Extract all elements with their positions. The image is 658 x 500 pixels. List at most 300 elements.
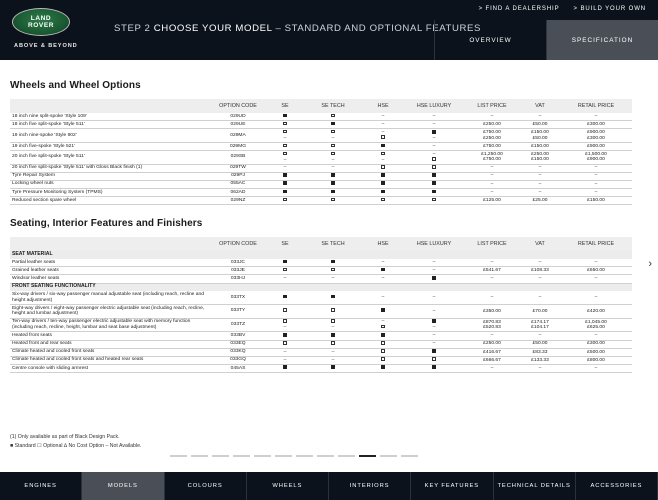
cell-line [266, 173, 304, 179]
standard-icon [331, 190, 335, 194]
not-available-text: – [432, 151, 436, 157]
not-available-text: – [381, 276, 385, 282]
cell-line [304, 198, 362, 204]
build-your-own-link[interactable]: > BUILD YOUR OWN [573, 6, 646, 12]
cell-line [362, 190, 404, 196]
vat-value: £83.33 [532, 349, 548, 355]
land-rover-logo[interactable] [12, 8, 70, 36]
cell-line [404, 165, 464, 171]
page-dot[interactable] [191, 455, 208, 457]
wheels-section-title: Wheels and Wheel Options [10, 80, 141, 91]
list-price-value: £416.67 [483, 349, 501, 355]
optional-icon [283, 144, 286, 147]
table-row [10, 121, 632, 129]
column-header: HSE [362, 99, 404, 113]
find-dealership-link[interactable]: > FIND A DEALERSHIP [478, 6, 560, 12]
table-row [10, 151, 632, 164]
retail-price [560, 180, 632, 188]
availability-cell [362, 259, 404, 267]
table-row [10, 291, 632, 304]
column-header: HSE LUXURY [404, 99, 464, 113]
not-available-text: – [432, 259, 436, 265]
symbol-legend: ■ Standard ☐ Optional ∆ No Cost Option – Not Available. [10, 443, 142, 449]
cell-line [304, 122, 362, 128]
standard-icon [331, 333, 335, 337]
cell-line [304, 333, 362, 339]
cell-line [266, 308, 304, 314]
table-row [10, 340, 632, 348]
standard-icon [432, 319, 436, 323]
cell-line [304, 365, 362, 371]
tab-specification[interactable]: SPECIFICATION [546, 20, 658, 60]
list-price [464, 113, 520, 121]
list-price-value: £750.00 [483, 143, 501, 149]
not-available-text: – [432, 308, 436, 314]
list-price [464, 340, 520, 348]
column-header: VAT [520, 99, 560, 113]
availability-cell [362, 121, 404, 129]
standard-icon [283, 173, 287, 177]
site-header [0, 0, 658, 60]
list-price [464, 318, 520, 332]
list-price-value: £250.00 [483, 122, 501, 128]
page-indicator [170, 455, 418, 457]
not-available-text: – [283, 276, 287, 282]
cell-line [404, 260, 464, 265]
vat-value: £108.33 [531, 268, 549, 274]
cell-line [404, 136, 464, 141]
standard-icon [381, 268, 385, 272]
availability-cell [404, 121, 464, 129]
cell-line [266, 260, 304, 266]
bottom-nav-models[interactable]: MODELS [82, 472, 164, 500]
vat [520, 291, 560, 304]
list-price [464, 197, 520, 205]
cell-line [266, 181, 304, 187]
availability-cell [362, 332, 404, 340]
retail-price-value: £300.00 [587, 341, 605, 347]
vat [520, 304, 560, 318]
retail-price [560, 129, 632, 143]
cell-line [266, 276, 304, 281]
optional-icon [432, 165, 435, 168]
cell-line [404, 365, 464, 371]
optional-icon [381, 349, 384, 352]
not-available-text: – [381, 294, 385, 300]
cell-line [304, 114, 362, 120]
vat-value: £104.17 [531, 325, 549, 331]
optional-icon [331, 319, 334, 322]
retail-price-value: – [594, 173, 598, 179]
cell-line [362, 165, 404, 171]
list-price-value: – [490, 259, 494, 265]
optional-icon [381, 325, 384, 328]
list-price-value: £541.67 [483, 268, 501, 274]
retail-price [560, 164, 632, 172]
cell-line [362, 268, 404, 274]
optional-icon [381, 152, 384, 155]
optional-icon [283, 122, 286, 125]
page-dot[interactable] [212, 455, 229, 457]
availability-cell [362, 129, 404, 143]
section-header-row [10, 251, 632, 259]
retail-price [560, 172, 632, 180]
spec-content [10, 80, 632, 373]
cell-line [304, 190, 362, 196]
feature-name: Reduced section spare wheel [10, 197, 210, 205]
vat [520, 164, 560, 172]
vat [520, 188, 560, 196]
vat [520, 318, 560, 332]
vat [520, 121, 560, 129]
optional-icon [432, 198, 435, 201]
option-code: 033JC [210, 259, 266, 267]
feature-name: Centre console with sliding armrest [10, 364, 210, 372]
not-available-text: – [331, 157, 335, 163]
not-available-text: – [432, 294, 436, 300]
standard-icon [432, 276, 436, 280]
vat [520, 172, 560, 180]
availability-cell [404, 275, 464, 283]
cell-line [362, 333, 404, 339]
option-code: 029UE [210, 121, 266, 129]
option-code: 029PJ [210, 172, 266, 180]
standard-icon [331, 173, 335, 177]
retail-price [560, 259, 632, 267]
column-header: HSE LUXURY [404, 237, 464, 251]
page-dot[interactable] [359, 455, 376, 457]
availability-cell [266, 291, 304, 304]
table-row [10, 164, 632, 172]
availability-cell [304, 318, 362, 332]
list-price-value: – [490, 294, 494, 300]
not-available-text: – [283, 135, 287, 141]
cell-line [362, 198, 404, 204]
availability-cell [404, 151, 464, 164]
optional-icon [381, 165, 384, 168]
optional-icon [331, 308, 334, 311]
availability-cell [404, 259, 464, 267]
table-row [10, 356, 632, 364]
list-price-value: – [490, 113, 494, 119]
footnote-black-design: (1) Only available as part of Black Design Pack. [10, 434, 120, 440]
retail-price [560, 356, 632, 364]
vat [520, 340, 560, 348]
availability-cell [362, 113, 404, 121]
not-available-text: – [432, 135, 436, 141]
not-available-text: – [283, 357, 287, 363]
list-price-value: £1,250.00 [481, 151, 503, 157]
vat [520, 356, 560, 364]
optional-icon [381, 357, 384, 360]
page-dot[interactable] [401, 455, 418, 457]
standard-icon [331, 365, 335, 369]
cell-line [266, 144, 304, 150]
table-row [10, 304, 632, 318]
availability-cell [362, 180, 404, 188]
not-available-text: – [331, 165, 335, 171]
cell-line [362, 349, 404, 355]
cell-line [404, 157, 464, 163]
optional-icon [283, 130, 286, 133]
availability-cell [266, 267, 304, 275]
cell-line [362, 260, 404, 265]
cell-line [304, 308, 362, 314]
bottom-nav-key-features[interactable]: KEY FEATURES [411, 472, 493, 500]
feature-name: Tyre Pressure Monitoring System (TPMS) [10, 188, 210, 196]
cell-line [404, 349, 464, 355]
cell-line [404, 190, 464, 196]
option-code: 029SB [210, 151, 266, 164]
cell-line [266, 165, 304, 170]
cell-line [404, 173, 464, 179]
retail-price-value: – [594, 259, 598, 265]
column-header: HSE [362, 237, 404, 251]
standard-icon [381, 190, 385, 194]
standard-icon [283, 333, 287, 337]
cell-line [404, 268, 464, 273]
cell-line [404, 341, 464, 346]
retail-price-value: £1,045.00 [585, 319, 607, 325]
cell-line [404, 122, 464, 127]
page-dot[interactable] [275, 455, 292, 457]
cell-line [404, 333, 464, 338]
standard-icon [381, 144, 385, 148]
vat-value: – [538, 181, 542, 187]
page-dot[interactable] [296, 455, 313, 457]
page-dot[interactable] [380, 455, 397, 457]
availability-cell [362, 151, 404, 164]
option-code: 055AC [210, 180, 266, 188]
not-available-text: – [381, 259, 385, 265]
table-row [10, 180, 632, 188]
retail-price-value: £1,500.00 [585, 151, 607, 157]
table-header-row [10, 99, 632, 113]
retail-price-value: – [594, 365, 598, 371]
availability-cell [404, 129, 464, 143]
not-available-text: – [432, 143, 436, 149]
availability-cell [362, 275, 404, 283]
cell-line [304, 136, 362, 141]
standard-icon [432, 173, 436, 177]
bottom-nav-technical-details[interactable]: TECHNICAL DETAILS [494, 472, 576, 500]
vat-value: – [538, 173, 542, 179]
optional-icon [331, 341, 334, 344]
bottom-navigation [0, 472, 658, 500]
bottom-nav-colours[interactable]: COLOURS [165, 472, 247, 500]
list-price-value: – [490, 181, 494, 187]
option-code: 045AS [210, 364, 266, 372]
cell-line [404, 295, 464, 300]
cell-line [362, 173, 404, 179]
section-header-row [10, 283, 632, 291]
bottom-nav-wheels[interactable]: WHEELS [247, 472, 329, 500]
availability-cell [404, 356, 464, 364]
option-code: 033GQ [210, 356, 266, 364]
standard-icon [331, 122, 335, 126]
cell-line [404, 144, 464, 149]
cell-line [266, 325, 304, 330]
availability-cell [266, 172, 304, 180]
availability-cell [362, 291, 404, 304]
vat [520, 332, 560, 340]
standard-icon [283, 181, 287, 185]
vat [520, 348, 560, 356]
list-price [464, 121, 520, 129]
cell-line [266, 268, 304, 274]
availability-cell [362, 267, 404, 275]
cell-line [304, 173, 362, 179]
optional-icon [381, 341, 384, 344]
column-header: OPTION CODE [210, 99, 266, 113]
column-header: VAT [520, 237, 560, 251]
cell-line [304, 260, 362, 266]
optional-icon [381, 198, 384, 201]
list-price [464, 332, 520, 340]
list-price [464, 164, 520, 172]
table-row [10, 275, 632, 283]
table-row [10, 348, 632, 356]
next-page-arrow-icon[interactable]: › [648, 258, 652, 270]
availability-cell [266, 180, 304, 188]
feature-name: Climate heated and cooled front seats [10, 348, 210, 356]
availability-cell [266, 142, 304, 150]
retail-price-value: £650.00 [587, 268, 605, 274]
retail-price-value: £625.00 [587, 325, 605, 331]
option-code: 029MA [210, 129, 266, 143]
feature-name: Eight-way drivers / eight-way passenger electric adjustable seat (including reach, recline, height and lumbar adjustment) [10, 304, 210, 318]
standard-icon [283, 295, 287, 299]
tab-overview[interactable]: OVERVIEW [434, 20, 546, 60]
availability-cell [404, 142, 464, 150]
table-row [10, 332, 632, 340]
page-dot[interactable] [233, 455, 250, 457]
vat [520, 259, 560, 267]
cell-line [362, 276, 404, 281]
bottom-nav-engines[interactable]: ENGINES [0, 472, 82, 500]
feature-name: 20 inch five split-spoke 'Style 511' [10, 151, 210, 164]
cell-line [266, 341, 304, 347]
option-code: 033HJ [210, 275, 266, 283]
vat-value: £50.00 [532, 135, 548, 141]
availability-cell [362, 197, 404, 205]
retail-price-value: – [594, 113, 598, 119]
vat-value: – [538, 333, 542, 339]
option-code: 029UD [210, 113, 266, 121]
retail-price-value: – [594, 165, 598, 171]
cell-line [266, 358, 304, 363]
availability-cell [304, 267, 362, 275]
list-price [464, 151, 520, 164]
availability-cell [266, 129, 304, 143]
logo-text-line1: LAND [30, 15, 52, 22]
retail-price [560, 197, 632, 205]
retail-price-value: – [594, 189, 598, 195]
cell-line [266, 122, 304, 128]
retail-price [560, 121, 632, 129]
retail-price-value: £800.00 [587, 357, 605, 363]
feature-name: Grained leather seats [10, 267, 210, 275]
feature-name: Windsor leather seats [10, 275, 210, 283]
optional-icon [432, 157, 435, 160]
table-row [10, 188, 632, 196]
availability-cell [266, 151, 304, 164]
cell-line [304, 165, 362, 170]
availability-cell [362, 142, 404, 150]
feature-name: Partial leather seats [10, 259, 210, 267]
vat [520, 113, 560, 121]
not-available-text: – [331, 276, 335, 282]
cell-line [362, 144, 404, 150]
list-price [464, 259, 520, 267]
availability-cell [304, 151, 362, 164]
feature-name: 20 inch five split-spoke 'Style 511' with Gloss Black finish (1) [10, 164, 210, 172]
standard-icon [283, 190, 287, 194]
option-code: 033TX [210, 291, 266, 304]
vat-value: – [538, 113, 542, 119]
vat [520, 129, 560, 143]
standard-icon [331, 260, 335, 264]
availability-cell [266, 318, 304, 332]
column-header-feature [10, 99, 210, 113]
list-price [464, 364, 520, 372]
cell-line [304, 276, 362, 281]
list-price-value: – [490, 165, 494, 171]
cell-line [304, 350, 362, 355]
page-dot[interactable] [338, 455, 355, 457]
standard-icon [432, 190, 436, 194]
vat [520, 142, 560, 150]
availability-cell [304, 164, 362, 172]
optional-icon [331, 130, 334, 133]
list-price [464, 348, 520, 356]
optional-icon [283, 152, 286, 155]
page-dot[interactable] [317, 455, 334, 457]
retail-price [560, 332, 632, 340]
vat [520, 364, 560, 372]
standard-icon [331, 295, 335, 299]
not-available-text: – [331, 135, 335, 141]
availability-cell [362, 364, 404, 372]
list-price [464, 172, 520, 180]
list-price-value: – [490, 333, 494, 339]
retail-price-value: £500.00 [587, 349, 605, 355]
bottom-nav-accessories[interactable]: ACCESSORIES [576, 472, 658, 500]
seating-table [10, 237, 632, 373]
standard-icon [381, 308, 385, 312]
feature-name: Six-way drivers / six-way passenger manual adjustable seat (including reach, recline and height adjustment) [10, 291, 210, 304]
bottom-nav-interiors[interactable]: INTERIORS [329, 472, 411, 500]
cell-line [362, 114, 404, 119]
cell-line [304, 341, 362, 347]
availability-cell [266, 121, 304, 129]
retail-price [560, 291, 632, 304]
page-dot[interactable] [170, 455, 187, 457]
retail-price [560, 340, 632, 348]
page-step-title [114, 23, 481, 34]
feature-name: 19 inch five-spoke 'Style 521' [10, 142, 210, 150]
standard-icon [381, 365, 385, 369]
column-header: LIST PRICE [464, 237, 520, 251]
cell-line [362, 158, 404, 163]
page-dot[interactable] [254, 455, 271, 457]
availability-cell [362, 340, 404, 348]
not-available-text: – [381, 319, 385, 325]
availability-cell [266, 188, 304, 196]
optional-icon [331, 114, 334, 117]
cell-line [266, 158, 304, 163]
standard-icon [432, 181, 436, 185]
